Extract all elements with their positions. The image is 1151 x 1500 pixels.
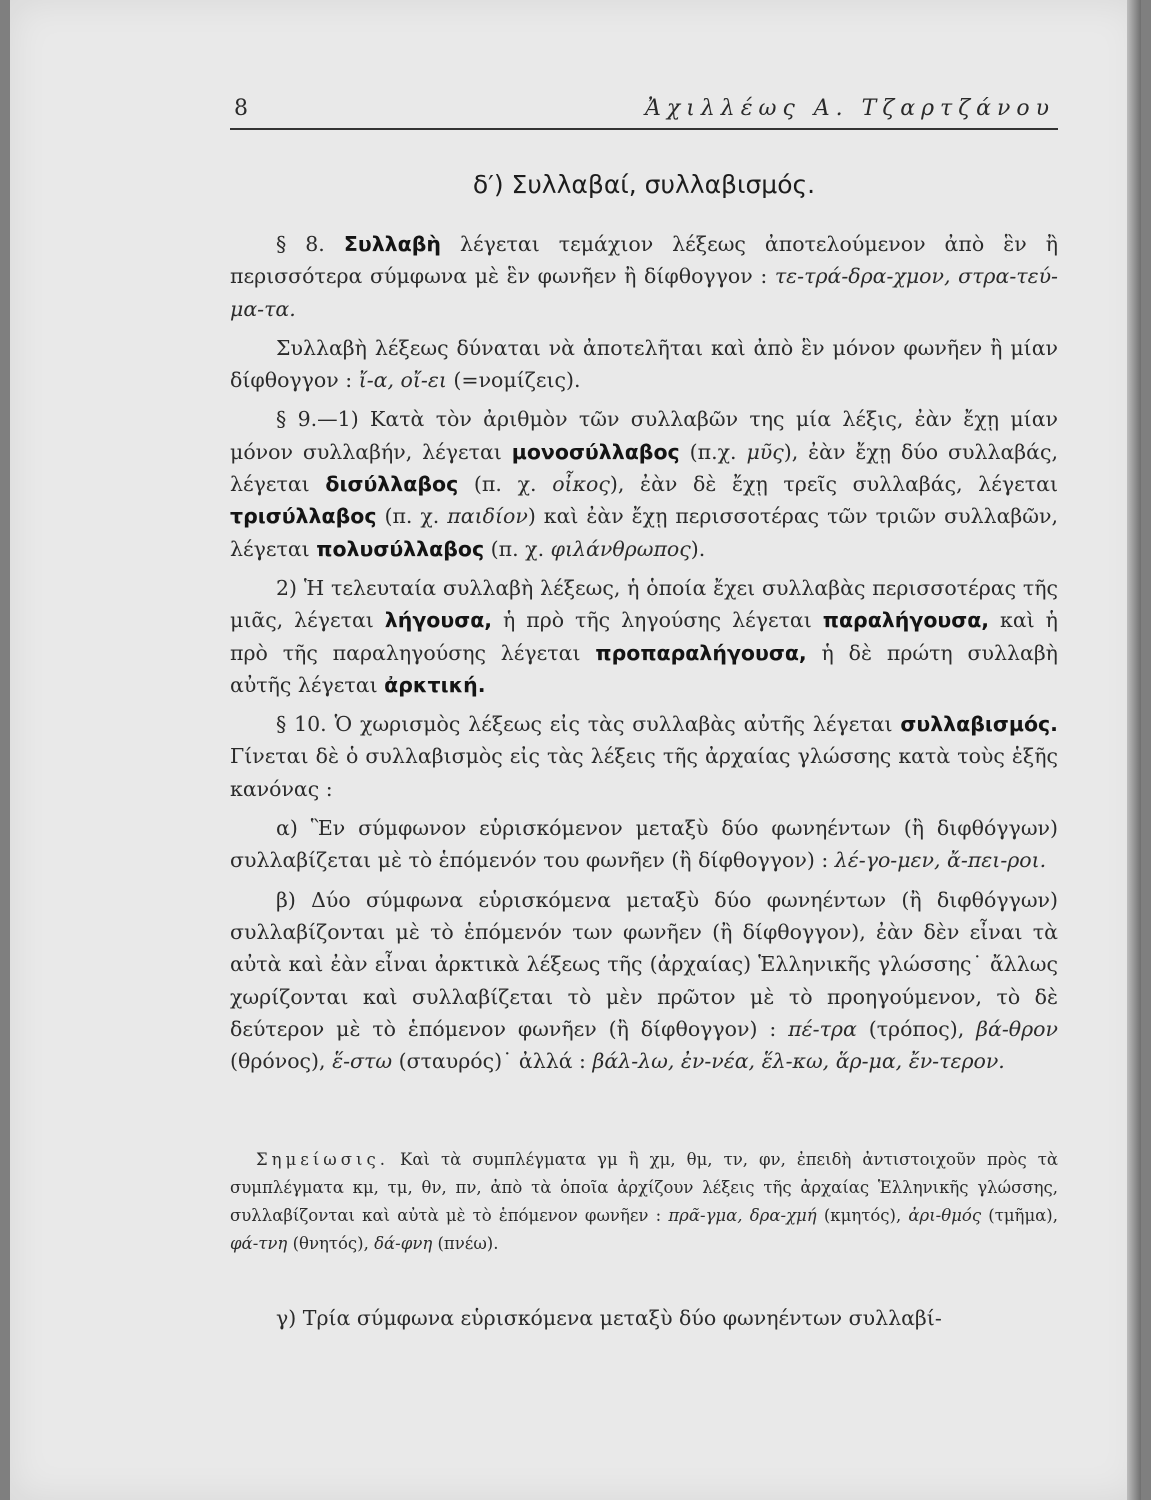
section-mark: § 8. [276, 232, 325, 256]
text: β) Δύο σύμφωνα εὑρισκόμενα μεταξὺ δύο φωνηέντων (ἢ διφθόγγων) συλλαβίζονται μὲ τὸ ἑπόμενόν των φωνῆεν (ἢ δίφθογγον), ἐὰν δὲν εἶναι τὰ αὐτὰ καὶ ἐὰν εἶναι ἀρκτικὰ λέξεως τῆς (ἀρχαίας) Ἑλληνικῆς γλώσσης˙ ἄλλως χωρίζονται καὶ συλλαβίζεται τὸ μὲν πρῶτον μὲ τὸ προηγούμενον, τὸ δὲ δεύτερον μὲ τὸ ἑπόμενον φωνῆεν (ἢ δίφθογγον) : [230, 887, 1058, 1041]
text: (θρόνος), [230, 1049, 326, 1074]
example: τε-τρά-δρα-χμον, στρα-τεύ-μα-τα. [230, 264, 1058, 321]
text: Γίνεται δὲ ὁ συλλαβισμὸς εἰς τὰς λέξεις τῆς ἀρχαίας γλώσσης κατὰ τοὺς ἑξῆς κανόνας : [230, 744, 1058, 801]
text: Καὶ τὰ συμπλέγματα γμ ἢ χμ, θμ, τν, φν, ἐπειδὴ ἀντιστοιχοῦν πρὸς τὰ συμπλέγματα κμ, τμ, θν, πν, ἀπὸ τὰ ὁποῖα ἀρχίζουν λέξεις τῆς ἀρχαίας Ἑλληνικῆς γλώσσης, συλλαβίζονται καὶ αὐτὰ μὲ τὸ ἑπόμενον φωνῆεν : [230, 1150, 1058, 1225]
term: τρισύλλαβος [230, 504, 377, 529]
example: βάλ-λω, ἐν-νέα, ἕλ-κω, ἅρ-μα, ἔν-τερον. [592, 1049, 1005, 1074]
text: 2) Ἡ τελευταία συλλαβὴ λέξεως, ἡ ὁποία ἔχει συλλαβὰς περισσοτέρας τῆς μιᾶς, λέγεται [230, 575, 1058, 633]
text: (π. χ. [490, 536, 545, 561]
example: φιλάνθρωπος [550, 536, 691, 561]
example: ἴ-α, οἴ-ει [358, 368, 447, 393]
text: (σταυρός)˙ ἀλλά : [398, 1049, 586, 1074]
page-edge-shadow [1127, 0, 1141, 1500]
paragraph-9 [230, 403, 1058, 564]
paragraph-9b [230, 572, 1058, 701]
rule-c-text: γ) Τρία σύμφωνα εὑρισκόμενα μεταξὺ δύο φωνηέντων συλλαβί- [276, 1306, 942, 1330]
term: πολυσύλλαβος [316, 536, 485, 561]
text: ) καὶ ἐὰν ἔχῃ περισσοτέρας τῶν τριῶν συλλαβῶν, λέγεται [230, 504, 1058, 561]
text: α) Ἓν σύμφωνον εὑρισκόμενον μεταξὺ δύο φωνηέντων (ἢ διφθόγγων) συλλαβίζεται μὲ τὸ ἑπόμενόν του φωνῆεν (ἢ δίφθογγον) : [230, 816, 1058, 873]
example: δά-φνη [374, 1234, 433, 1253]
term: δισύλλαβος [325, 472, 459, 497]
body-text [230, 228, 1058, 1084]
text: λέγεται τεμάχιον λέξεως ἀποτελούμενον ἀπὸ ἓν ἢ περισσότερα σύμφωνα μὲ ἓν φωνῆεν ἢ δίφθογγον : [230, 232, 1058, 289]
text: (τμῆμα), [988, 1206, 1058, 1225]
section-mark: § 10. [276, 712, 327, 737]
header-rule [230, 128, 1058, 130]
term: μονοσύλλαβος [511, 439, 680, 464]
example: μῦς [746, 439, 784, 464]
note-label: Σημείωσις. [256, 1150, 389, 1169]
example: πέ-τρα [788, 1016, 857, 1041]
paragraph-8 [230, 228, 1058, 325]
term: συλλαβισμός. [900, 712, 1058, 737]
text: Ὁ χωρισμὸς λέξεως εἰς τὰς συλλαβὰς αὐτῆς λέγεται [334, 712, 893, 737]
rule-a [230, 812, 1058, 877]
term: προπαραλήγουσα, [595, 640, 807, 665]
example: οἶκος [552, 472, 610, 497]
note-paragraph [230, 1146, 1058, 1258]
text: Συλλαβὴ λέξεως δύναται νὰ ἀποτελῆται καὶ ἀπὸ ἓν μόνον φωνῆεν ἢ μίαν δίφθογγον : [230, 335, 1058, 393]
term: λήγουσα, [384, 608, 493, 633]
example: ἀρι-θμός [908, 1206, 982, 1225]
text: (τρόπος), [868, 1016, 965, 1041]
example: πρᾶ-γμα, δρα-χμή [668, 1206, 817, 1225]
note-block [230, 1146, 1058, 1258]
text: (πνέω). [437, 1234, 499, 1253]
text: (π. χ. [473, 472, 537, 497]
term: Συλλαβὴ [343, 232, 442, 256]
text: (θνητός), [292, 1234, 369, 1253]
paragraph-10 [230, 708, 1058, 805]
page-number: 8 [234, 96, 248, 121]
term: παραλήγουσα, [822, 608, 990, 633]
rule-b [230, 884, 1058, 1078]
text: ), ἐὰν δὲ ἔχῃ τρεῖς συλλαβάς, λέγεται [609, 472, 1058, 497]
section-title: δ′) Συλλαβαί, συλλαβισμός. [472, 170, 816, 199]
example: ἕ-στω [332, 1049, 393, 1074]
text: ), ἐὰν ἔχῃ δύο συλλαβάς, λέγεται [230, 439, 1058, 497]
example: λέ-γο-μεν, ἄ-πει-ροι. [834, 848, 1047, 873]
example: βά-θρον [976, 1016, 1058, 1041]
text: (κμητός), [823, 1206, 902, 1225]
running-head-author: Ἀχιλλέως Α. Τζαρτζάνου [645, 96, 1055, 121]
example: φά-τνη [230, 1234, 288, 1253]
rule-c [230, 1302, 1058, 1334]
text: (π.χ. [689, 439, 737, 464]
section-mark: § 9. [276, 407, 318, 432]
term: ἀρκτική. [384, 672, 486, 697]
text: καὶ ἡ πρὸ τῆς παραληγούσης λέγεται [230, 608, 1058, 665]
text: (π. χ. [384, 504, 440, 529]
text: ἡ πρὸ τῆς ληγούσης λέγεται [503, 608, 812, 633]
text: —1) Κατὰ τὸν ἀριθμὸν τῶν συλλαβῶν της μία λέξις, ἐὰν ἔχῃ μίαν μόνον συλλαβήν, λέγεται [230, 407, 1059, 464]
text: (=νομίζεις). [453, 368, 581, 393]
example: παιδίον [447, 504, 528, 529]
text: ἡ δὲ πρώτη συλλαβὴ αὐτῆς λέγεται [230, 640, 1058, 697]
text: ). [690, 536, 706, 561]
running-head [230, 92, 1055, 128]
paragraph-8b [230, 332, 1058, 397]
